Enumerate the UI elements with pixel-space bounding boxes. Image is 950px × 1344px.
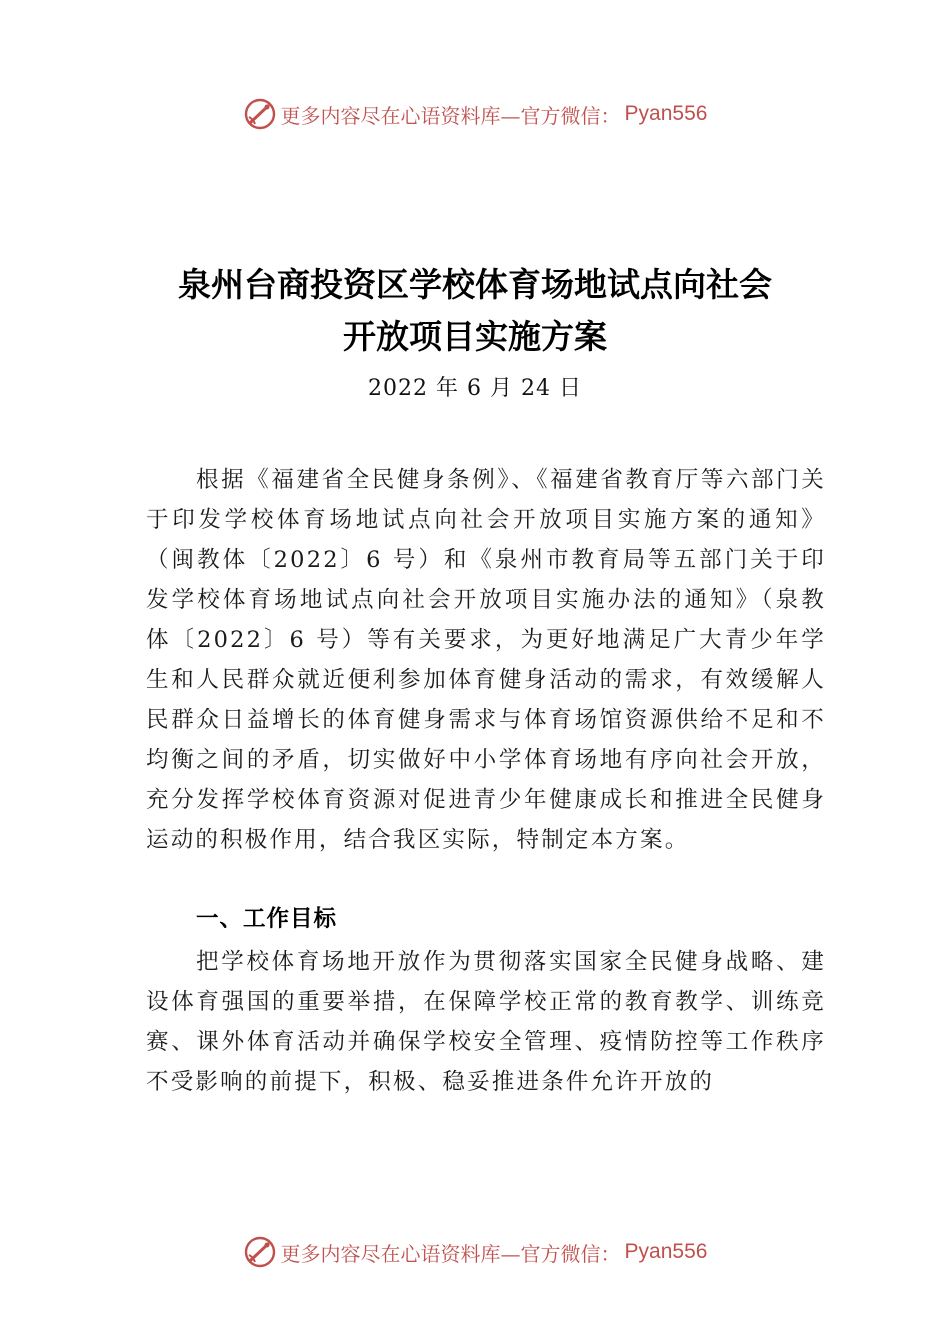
brush-logo-icon bbox=[243, 1235, 277, 1269]
section-paragraph-goals: 把学校体育场地开放作为贯彻落实国家全民健身战略、建设体育强国的重要举措，在保障学校正常的教育教学、训练竞赛、课外体育活动并确保学校安全管理、疫情防控等工作秩序不受影响的前提下，积极、稳妥推进条件允许开放的 bbox=[146, 949, 826, 1095]
footer-watermark bbox=[0, 1232, 950, 1272]
document-title-line2: 开放项目实施方案 bbox=[343, 317, 607, 356]
document-title-line1: 泉州台商投资区学校体育场地试点向社会 bbox=[178, 265, 772, 304]
watermark-wechat-id: Pyan556 bbox=[624, 1240, 708, 1263]
brush-logo-icon bbox=[243, 97, 277, 131]
watermark-text: 更多内容尽在心语资料库—官方微信： bbox=[280, 103, 621, 128]
intro-paragraph: 根据《福建省全民健身条例》、《福建省教育厅等六部门关于印发学校体育场地试点向社会开放项目实施方案的通知》（闽教体〔2022〕6 号）和《泉州市教育局等五部门关于印发学校体育场地试点向社会开放项目实施办法的通知》（泉教体〔2022〕6 号）等有关要求，为更好地满足广大青少年学生和人民群众就近便利参加体育健身活动的需求，有效缓解人民群众日益增长的体育健身需求与体育场馆资源供给不足和不均衡之间的矛盾，切实做好中小学体育场地有序向社会开放，充分发挥学校体育资源对促进青少年健康成长和推进全民健身运动的积极作用，结合我区实际，特制定本方案。 bbox=[146, 467, 826, 853]
header-watermark bbox=[0, 94, 950, 134]
document-date: 2022 年 6 月 24 日 bbox=[368, 376, 582, 401]
section-heading-goals: 一、工作目标 bbox=[196, 906, 338, 932]
watermark-wechat-id: Pyan556 bbox=[624, 102, 708, 125]
watermark-text: 更多内容尽在心语资料库—官方微信： bbox=[280, 1241, 621, 1266]
